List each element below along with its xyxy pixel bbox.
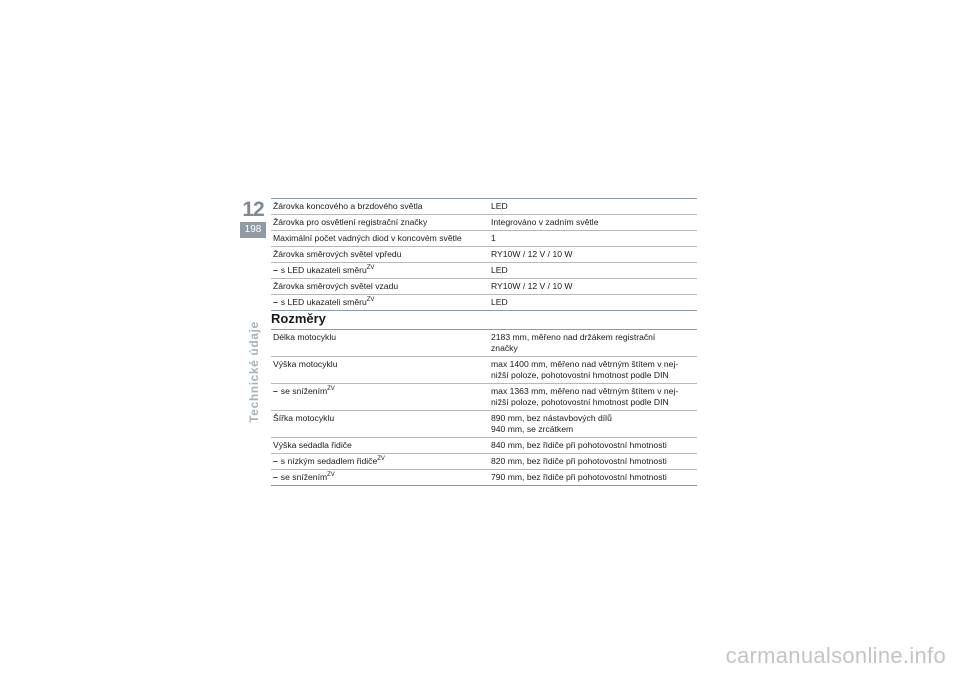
side-section-title: Technické údaje — [247, 321, 261, 423]
table-row — [271, 263, 697, 279]
table-row — [271, 279, 697, 295]
section-heading-dimensions: Rozměry — [271, 311, 326, 326]
spec-value-line: max 1363 mm, měřeno nad větrným štítem v nej- — [491, 386, 679, 396]
spec-label — [271, 279, 489, 295]
spec-label-text: Výška motocyklu — [273, 359, 338, 369]
option-marker: ZV — [366, 297, 375, 304]
table-row — [271, 330, 697, 357]
spec-label — [271, 438, 489, 454]
table-row — [271, 411, 697, 438]
spec-value-line: 840 mm, bez řidiče při pohotovostní hmotnosti — [491, 440, 667, 450]
spec-value — [489, 470, 697, 486]
spec-label — [271, 357, 489, 384]
option-marker: ZV — [327, 386, 335, 393]
spec-value-line: 940 mm, se zrcátkem — [491, 424, 574, 434]
spec-label — [271, 384, 489, 411]
spec-label-text: Žárovka pro osvětlení registrační značky — [273, 217, 428, 227]
spec-label — [271, 295, 489, 311]
spec-label — [271, 330, 489, 357]
dimensions-spec-table — [271, 329, 697, 486]
option-marker: ZV — [377, 456, 385, 463]
table-row — [271, 384, 697, 411]
spec-label-text: s LED ukazateli směru — [280, 265, 367, 275]
spec-value-line: 820 mm, bez řidiče při pohotovostní hmotnosti — [491, 456, 667, 466]
sub-item-dash: – — [273, 386, 278, 396]
spec-value-line: 2183 mm, měřeno nad držákem registrační — [491, 332, 656, 342]
table-row — [271, 295, 697, 311]
spec-label-text: se snížením — [280, 472, 328, 482]
spec-value-line: max 1400 mm, měřeno nad větrným štítem v nej- — [491, 359, 679, 369]
sub-item-dash: – — [273, 456, 278, 466]
spec-label — [271, 215, 489, 231]
spec-value: LED — [489, 295, 697, 311]
spec-label — [271, 263, 489, 279]
spec-label-text: Výška sedadla řidiče — [273, 440, 352, 450]
spec-value — [489, 357, 697, 384]
spec-label — [271, 231, 489, 247]
lighting-spec-table — [271, 198, 697, 311]
spec-label — [271, 199, 489, 215]
spec-value — [489, 330, 697, 357]
spec-value-line: nižší poloze, pohotovostní hmotnost podle DIN — [491, 370, 669, 380]
option-marker: ZV — [327, 472, 335, 479]
spec-label-text: Délka motocyklu — [273, 332, 337, 342]
spec-value-line: 790 mm, bez řidiče při pohotovostní hmotnosti — [491, 472, 667, 482]
table-row — [271, 215, 697, 231]
spec-label — [271, 247, 489, 263]
spec-label — [271, 454, 489, 470]
spec-label-text: s LED ukazateli směru — [280, 297, 367, 307]
chapter-number: 12 — [240, 199, 266, 221]
spec-label-text: Maximální počet vadných diod v koncovém světle — [273, 233, 462, 243]
spec-value — [489, 411, 697, 438]
spec-value: LED — [489, 263, 697, 279]
table-row — [271, 199, 697, 215]
spec-value: 1 — [489, 231, 697, 247]
table-row — [271, 470, 697, 486]
spec-value — [489, 454, 697, 470]
spec-label-text: Žárovka směrových světel vpředu — [273, 249, 402, 259]
table-row — [271, 454, 697, 470]
sub-item-dash: – — [273, 472, 278, 482]
spec-value-line: 890 mm, bez nástavbových dílů — [491, 413, 612, 423]
sub-item-dash: – — [273, 297, 278, 307]
table-row — [271, 438, 697, 454]
spec-value: RY10W / 12 V / 10 W — [489, 247, 697, 263]
spec-label — [271, 411, 489, 438]
option-marker: ZV — [366, 265, 375, 272]
spec-value — [489, 438, 697, 454]
spec-label-text: se snížením — [280, 386, 328, 396]
spec-label-text: s nízkým sedadlem řidiče — [280, 456, 378, 466]
spec-value: Integrováno v zadním světle — [489, 215, 697, 231]
spec-label — [271, 470, 489, 486]
watermark: carmanualsonline.info — [725, 643, 946, 668]
spec-value: LED — [489, 199, 697, 215]
spec-label-text: Žárovka směrových světel vzadu — [273, 281, 399, 291]
table-row — [271, 231, 697, 247]
sub-item-dash: – — [273, 265, 278, 275]
table-row — [271, 357, 697, 384]
spec-label-text: Šířka motocyklu — [273, 413, 335, 423]
spec-label-text: Žárovka koncového a brzdového světla — [273, 201, 423, 211]
spec-value — [489, 384, 697, 411]
table-row — [271, 247, 697, 263]
spec-value-line: nižší poloze, pohotovostní hmotnost podle DIN — [491, 397, 669, 407]
spec-value-line: značky — [491, 343, 518, 353]
spec-value: RY10W / 12 V / 10 W — [489, 279, 697, 295]
page-number: 198 — [240, 222, 266, 238]
